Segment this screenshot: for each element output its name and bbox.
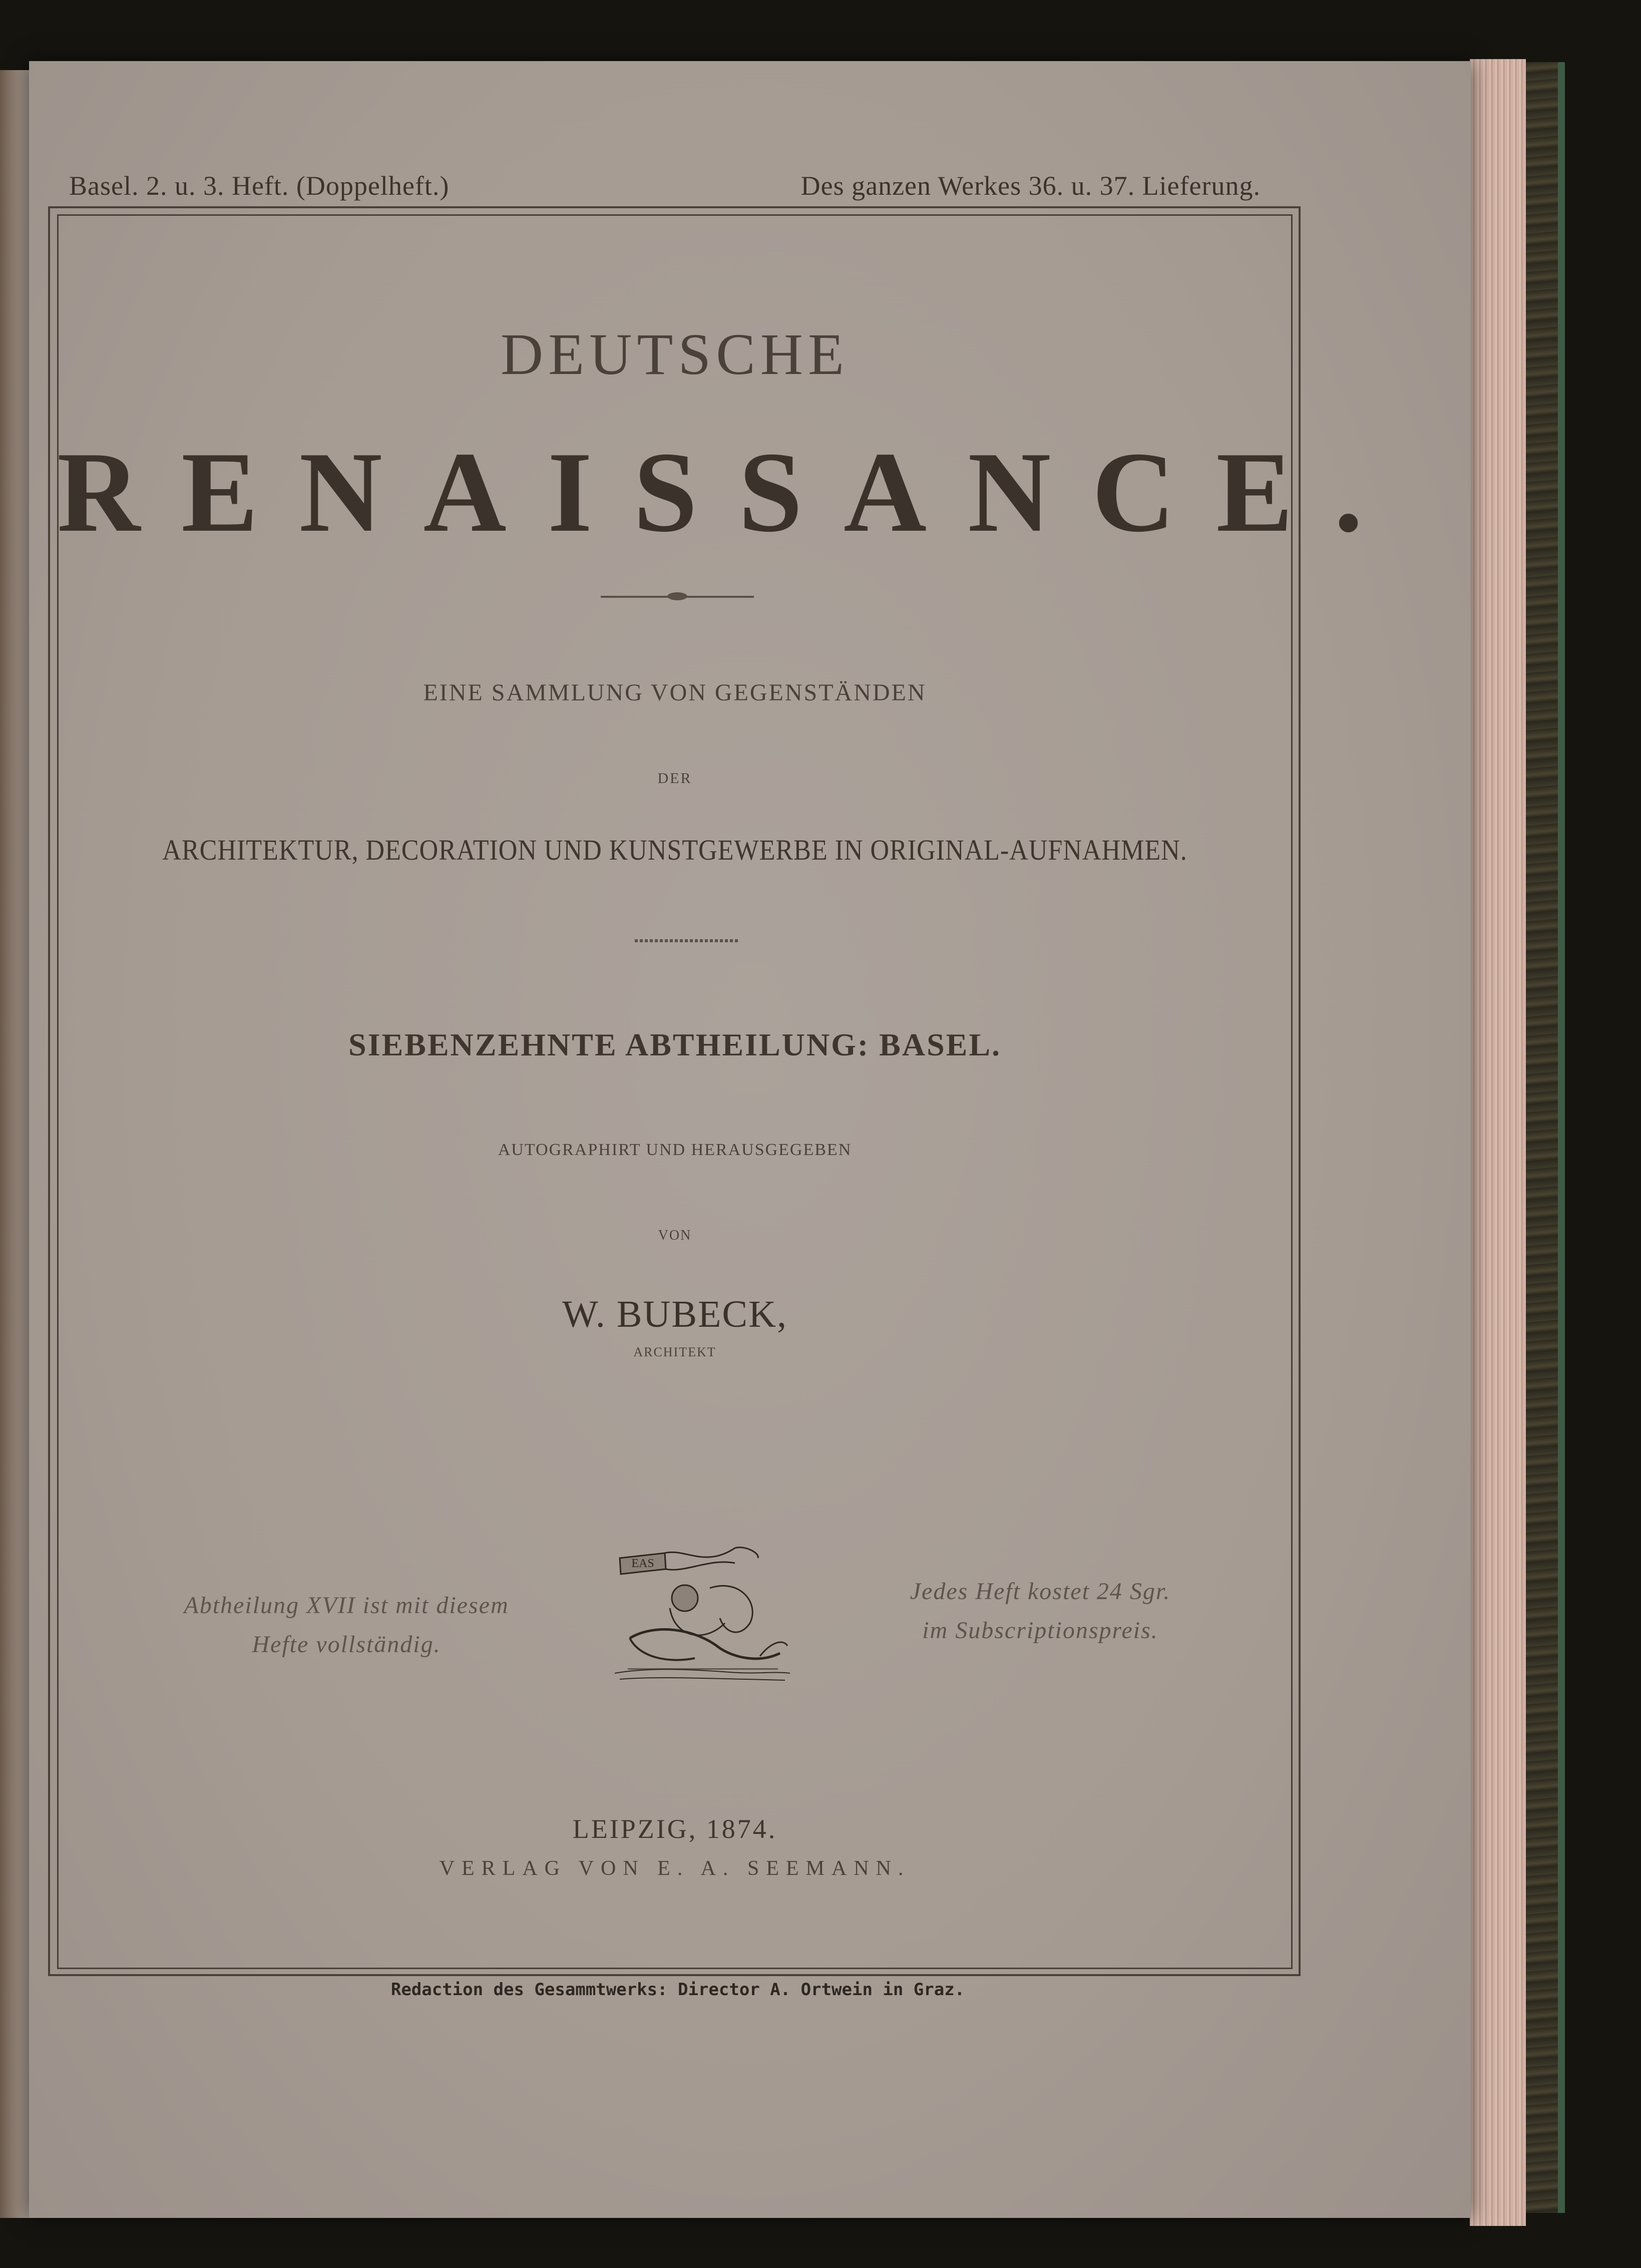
wavy-divider xyxy=(635,939,740,942)
putto-on-dolphin-vignette-icon xyxy=(610,1538,791,1685)
subtitle-line-3: ARCHITEKTUR, DECORATION UND KUNSTGEWERBE IN ORIGINAL-AUFNAHMEN. xyxy=(162,834,1187,866)
author-role: ARCHITEKT xyxy=(633,1345,716,1359)
spine-cloth-edge xyxy=(1558,62,1565,2213)
completion-note-line-2: Hefte vollständig. xyxy=(252,1631,441,1658)
imprint-place-year: LEIPZIG, 1874. xyxy=(572,1814,777,1844)
vignette-banner-text: EAS xyxy=(631,1557,654,1570)
page-header xyxy=(69,170,1261,205)
ornamental-divider xyxy=(601,596,754,598)
book-spine xyxy=(1526,62,1563,2213)
header-issue-info: Basel. 2. u. 3. Heft. (Doppelheft.) xyxy=(69,171,450,201)
credits-line-2: VON xyxy=(658,1228,692,1243)
header-delivery-info: Des ganzen Werkes 36. u. 37. Lieferung. xyxy=(800,171,1261,201)
section-heading: SIEBENZEHNTE ABTHEILUNG: BASEL. xyxy=(348,1027,1002,1062)
subtitle-line-1: EINE SAMMLUNG VON GEGENSTÄNDEN xyxy=(423,679,927,706)
credits-line-1: AUTOGRAPHIRT UND HERAUSGEGEBEN xyxy=(498,1141,852,1159)
completion-note-line-1: Abtheilung XVII ist mit diesem xyxy=(184,1592,509,1619)
subtitle-line-2: DER xyxy=(657,770,692,787)
previous-page-edge xyxy=(0,70,31,2218)
author-name: W. BUBECK, xyxy=(562,1293,788,1335)
title-line-1: DEUTSCHE xyxy=(500,321,850,387)
price-note-line-1: Jedes Heft kostet 24 Sgr. xyxy=(910,1578,1171,1605)
title-line-2: RENAISSANCE. xyxy=(57,428,1404,556)
footer-editorial-note: Redaction des Gesammtwerks: Director A. Ortwein in Graz. xyxy=(390,1980,965,2000)
imprint-publisher: VERLAG VON E. A. SEEMANN. xyxy=(439,1857,911,1880)
completion-note xyxy=(156,1586,537,1664)
price-note-line-2: im Subscriptionspreis. xyxy=(922,1617,1158,1644)
page-stack-edge xyxy=(1470,59,1526,2226)
price-note xyxy=(880,1572,1200,1650)
